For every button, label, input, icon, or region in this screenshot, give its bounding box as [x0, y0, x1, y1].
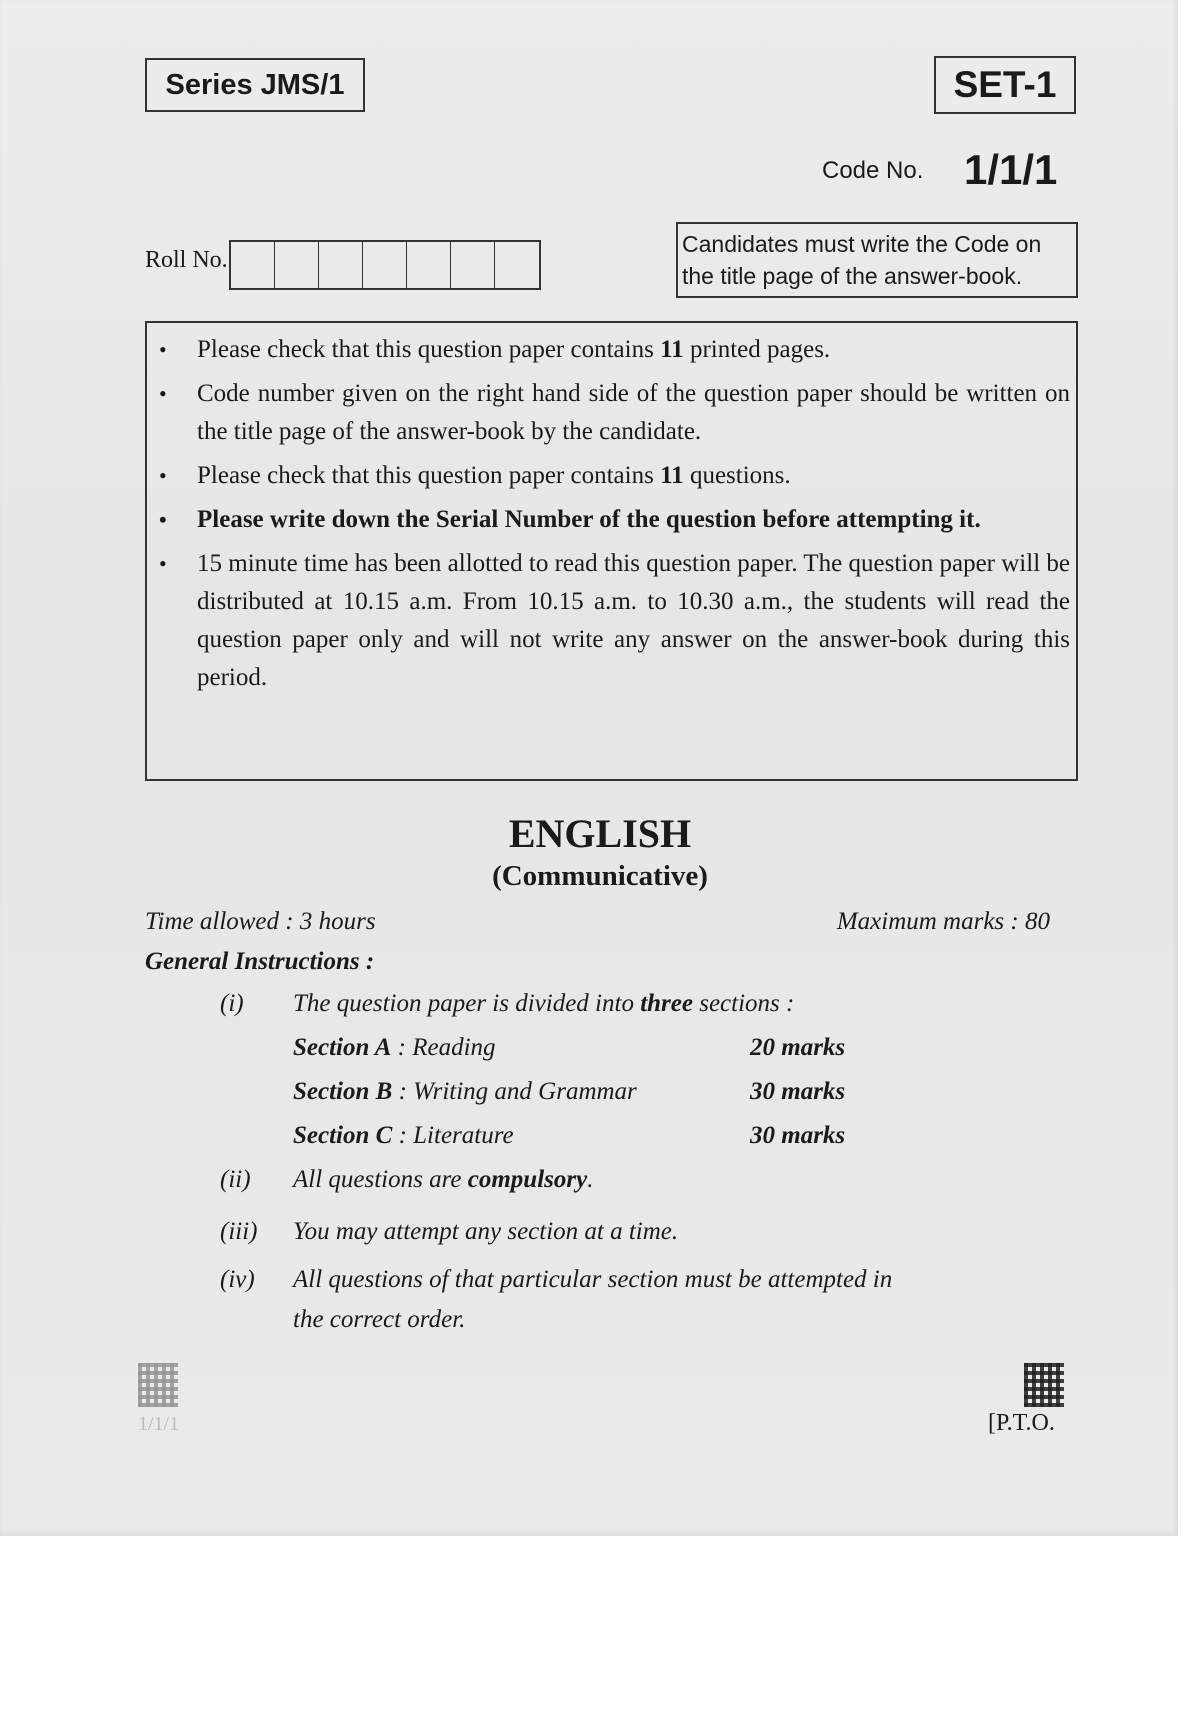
instruction-item: • 15 minute time has been allotted to read this question paper. The question paper will be distributed at 10.15 a.m. From 10.15 a.m. to 10.30 a.m., the students will read the question paper only and will not write any answer on the answer-book during this period. [147, 545, 1076, 697]
general-instruction: All questions are compulsory. [293, 1166, 594, 1193]
roll-box [407, 242, 451, 288]
roll-box [319, 242, 363, 288]
section-row: Section A : Reading 20 marks [293, 1034, 846, 1061]
roll-box [363, 242, 407, 288]
subject-title: ENGLISH [508, 811, 692, 856]
general-instructions-heading: General Instructions : [145, 948, 375, 975]
qr-code-icon [138, 1363, 178, 1407]
subject-subtitle: (Communicative) [492, 860, 708, 892]
maximum-marks: Maximum marks : 80 [836, 908, 1050, 935]
section-marks: 30 marks [750, 1122, 846, 1149]
roll-box [495, 242, 539, 288]
qr-code-icon [1024, 1363, 1064, 1407]
section-marks: 20 marks [750, 1034, 846, 1061]
series-box: Series JMS/1 [145, 58, 365, 112]
roll-box [231, 242, 275, 288]
roll-box [275, 242, 319, 288]
instruction-number: (ii) [220, 1166, 251, 1193]
instruction-item: • Please check that this question paper contains 11 questions. [147, 457, 1076, 495]
instructions-box [145, 321, 1078, 781]
instruction-item: • Please write down the Serial Number of the question before attempting it. [147, 501, 1076, 539]
instruction-item: • Please check that this question paper contains 11 printed pages. [147, 331, 1076, 369]
general-instruction: The question paper is divided into three sections : [293, 990, 795, 1017]
general-instruction: the correct order. [293, 1306, 466, 1333]
roll-number-boxes [229, 240, 541, 290]
candidate-note-line: the title page of the answer-book. [682, 263, 1023, 289]
instruction-number: (i) [220, 990, 244, 1017]
candidate-note-box [676, 222, 1078, 298]
code-value: 1/1/1 [964, 146, 1058, 193]
roll-box [451, 242, 495, 288]
instruction-number: (iii) [220, 1218, 258, 1245]
roll-label: Roll No. [145, 247, 228, 273]
set-box: SET-1 [934, 56, 1076, 114]
instruction-number: (iv) [220, 1266, 255, 1293]
candidate-note-line: Candidates must write the Code on [682, 231, 1042, 257]
section-row: Section C : Literature 30 marks [293, 1122, 846, 1149]
code-label: Code No. [822, 157, 924, 184]
pto-label: [P.T.O. [988, 1410, 1055, 1436]
section-row: Section B : Writing and Grammar 30 marks [293, 1078, 846, 1105]
time-allowed: Time allowed : 3 hours [145, 908, 376, 935]
general-instruction: You may attempt any section at a time. [293, 1218, 679, 1245]
page-reference: 1/1/1 [138, 1413, 180, 1435]
section-marks: 30 marks [750, 1078, 846, 1105]
general-instruction: All questions of that particular section must be attempted in [293, 1266, 893, 1293]
instruction-item: • Code number given on the right hand side of the question paper should be written on the title page of the answer-book by the candidate. [147, 375, 1076, 451]
